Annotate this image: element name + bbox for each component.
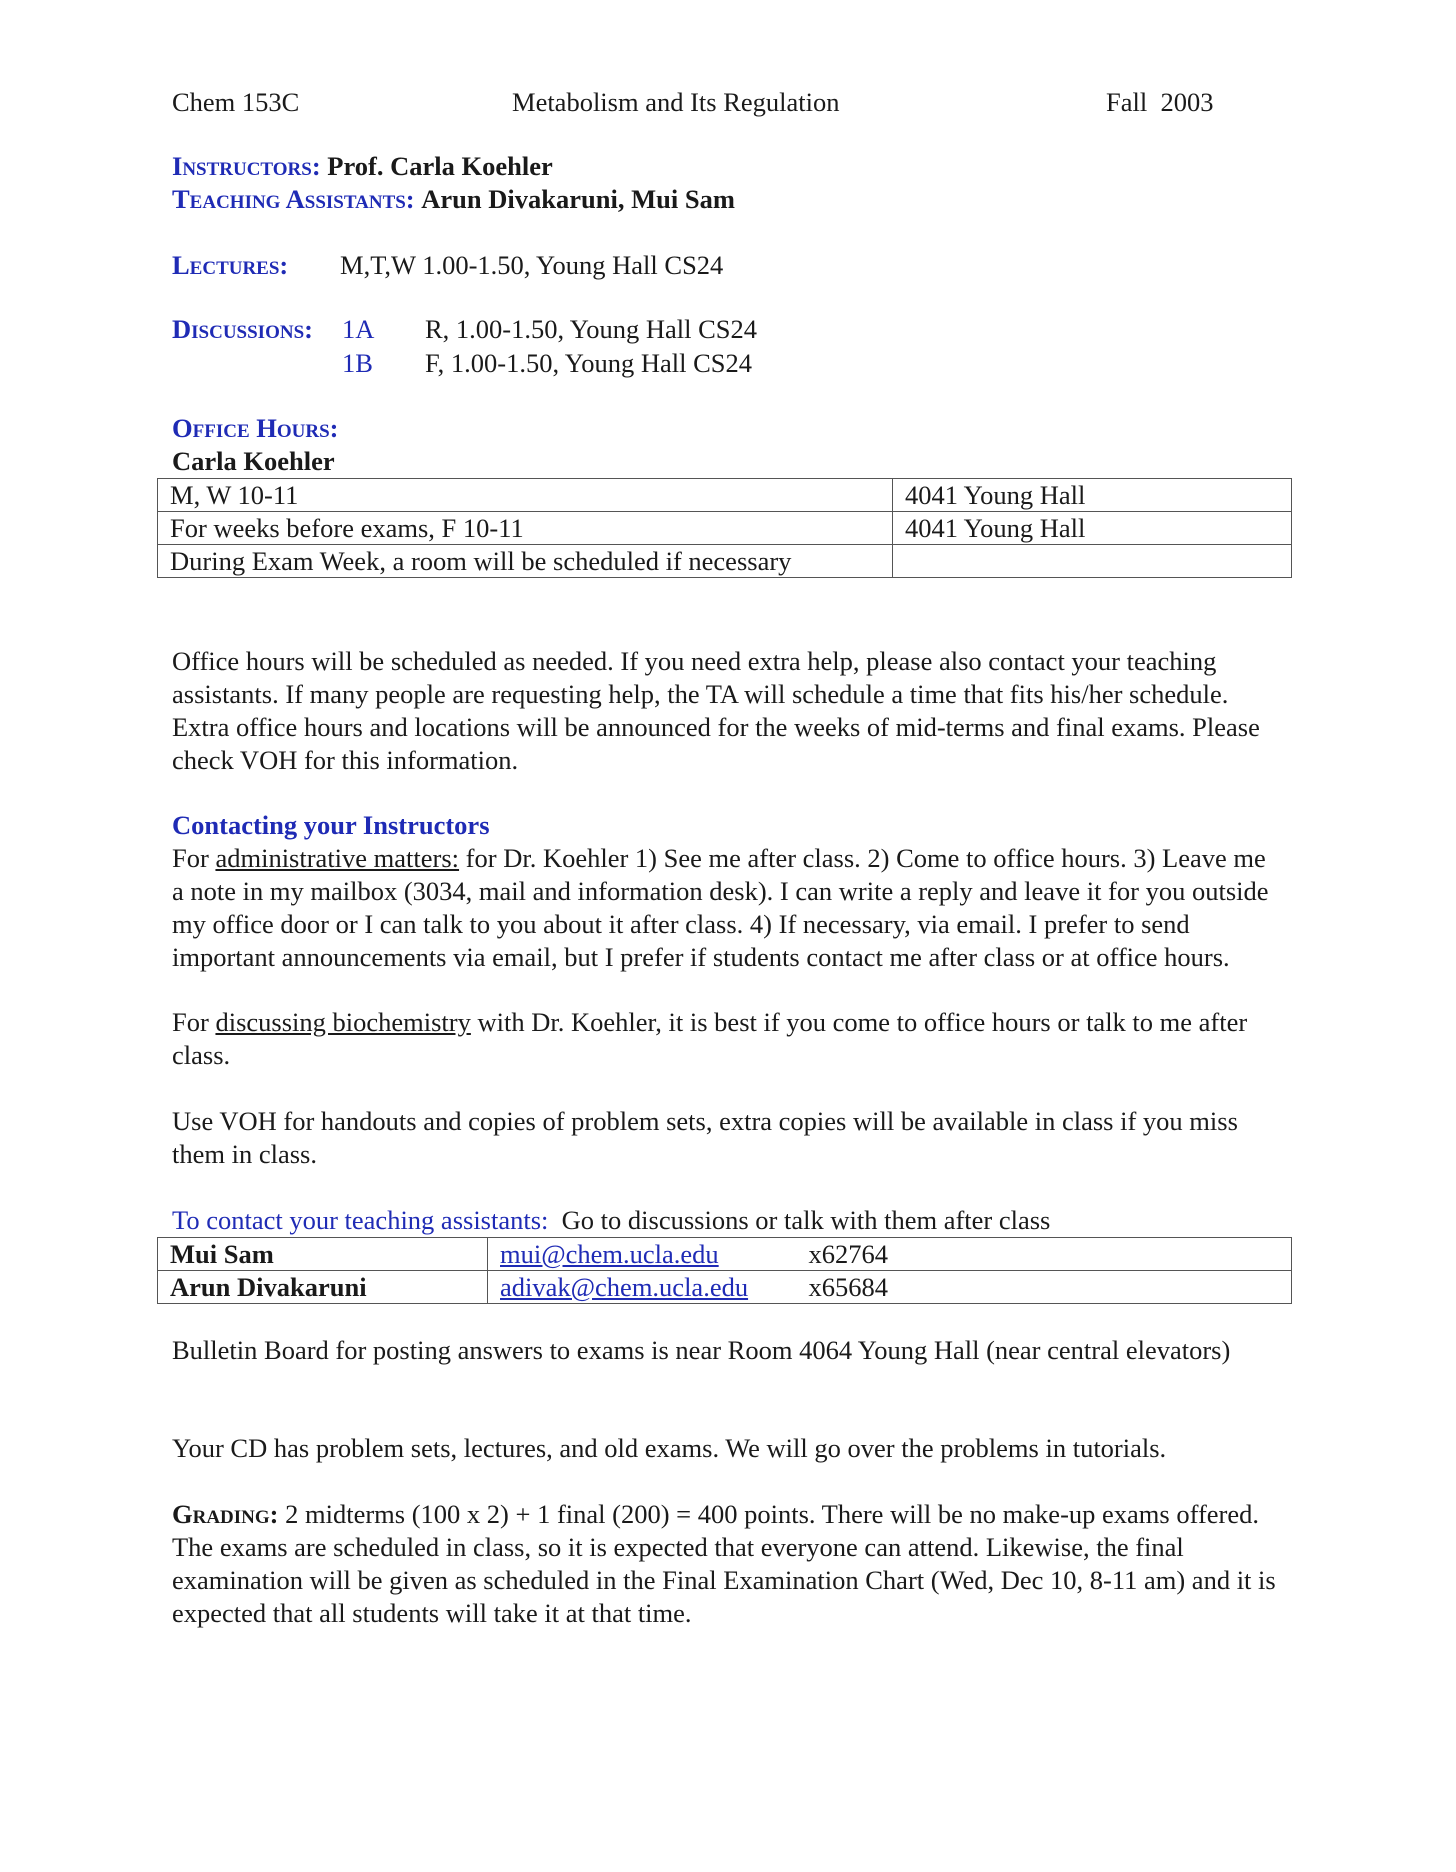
ta-contact-cell (488, 1271, 1292, 1304)
discussions-label: Discussions: (172, 314, 313, 344)
ta-contact-label: To contact your teaching assistants: (172, 1205, 549, 1235)
ta-extension: x65684 (808, 1272, 888, 1302)
oh-place (893, 545, 1292, 578)
grading-paragraph (172, 1498, 1282, 1630)
office-hours-note: Office hours will be scheduled as needed. If you need extra help, please also contact your teaching assistants. If many people are requesting help, the TA will schedule a time that fits his/her schedule. Extra office hours and locations will be announced for the weeks of mid-terms and final exams. Please check VOH for this information. (172, 646, 1260, 775)
oh-place: 4041 Young Hall (893, 512, 1292, 545)
bio-prefix: For (172, 1007, 216, 1037)
lectures-line (172, 249, 724, 282)
instructors-label: Instructors: (172, 151, 321, 181)
contacting-bio (172, 1006, 1282, 1072)
ta-contact-cell (488, 1238, 1292, 1271)
tas-label: Teaching Assistants: (172, 184, 415, 214)
ta-contact-text: Go to discussions or talk with them after class (548, 1205, 1051, 1235)
oh-time: For weeks before exams, F 10-11 (158, 512, 893, 545)
table-row (158, 1238, 1292, 1271)
cd-note: Your CD has problem sets, lectures, and old exams. We will go over the problems in tutorials. (172, 1433, 1167, 1463)
course-term: Fall 2003 (1106, 87, 1214, 117)
oh-time: M, W 10-11 (158, 479, 893, 512)
oh-place: 4041 Young Hall (893, 479, 1292, 512)
bio-text: with Dr. Koehler, it is best if you come to office hours or talk to me after class. (172, 1007, 1248, 1070)
ta-email-link[interactable]: adivak@chem.ucla.edu (500, 1272, 749, 1302)
discussion-1a-value: R, 1.00-1.50, Young Hall CS24 (425, 314, 758, 344)
contacting-admin (172, 842, 1282, 974)
table-row (158, 512, 1292, 545)
ta-contact-line (172, 1204, 1050, 1237)
grading-label: Grading: (172, 1499, 279, 1529)
admin-prefix: For (172, 843, 216, 873)
admin-text: for Dr. Koehler 1) See me after class. 2) Come to office hours. 3) Leave me a note in my mailbox (3034, mail and information desk). I can write a reply and leave it for you outside my office door or I can talk to you about it after class. 4) If necessary, via email. I prefer to send important announcements via email, but I prefer if students contact me after class or at office hours. (172, 843, 1269, 972)
office-hours-table (157, 478, 1292, 578)
discussion-1b-value: F, 1.00-1.50, Young Hall CS24 (425, 348, 752, 378)
office-hours-label: Office Hours: (172, 413, 339, 443)
table-row (158, 1271, 1292, 1304)
course-code: Chem 153C (172, 87, 300, 117)
instructors-line (172, 150, 553, 183)
voh-note: Use VOH for handouts and copies of problem sets, extra copies will be available in class if you miss them in class. (172, 1106, 1238, 1169)
oh-time: During Exam Week, a room will be scheduled if necessary (158, 545, 893, 578)
lectures-value: M,T,W 1.00-1.50, Young Hall CS24 (340, 250, 724, 280)
contacting-heading: Contacting your Instructors (172, 810, 490, 840)
tas-value: Arun Divakaruni, Mui Sam (421, 184, 735, 214)
office-hours-person: Carla Koehler (172, 446, 335, 476)
ta-email-link[interactable]: mui@chem.ucla.edu (500, 1239, 719, 1269)
discussion-1a-id: 1A (342, 314, 375, 344)
discussions-line (172, 313, 758, 346)
table-row (158, 545, 1292, 578)
table-row (158, 479, 1292, 512)
discussion-1b-id: 1B (342, 348, 373, 378)
instructors-value: Prof. Carla Koehler (327, 151, 553, 181)
ta-extension: x62764 (808, 1239, 888, 1269)
ta-contact-table (157, 1237, 1292, 1304)
ta-name: Arun Divakaruni (158, 1271, 488, 1304)
grading-text: 2 midterms (100 x 2) + 1 final (200) = 400 points. There will be no make-up exams offered. The exams are scheduled in class, so it is expected that everyone can attend. Likewise, the final examination will be given as scheduled in the Final Examination Chart (Wed, Dec 10, 8-11 am) and it is expected that all students will take it at that time. (172, 1499, 1276, 1628)
tas-line (172, 183, 735, 216)
discussing-biochemistry-text: discussing biochemistry (215, 1007, 471, 1037)
admin-matters-text: administrative matters: (215, 843, 460, 873)
course-title: Metabolism and Its Regulation (512, 87, 840, 117)
bulletin-note: Bulletin Board for posting answers to exams is near Room 4064 Young Hall (near central elevators) (172, 1335, 1231, 1365)
lectures-label: Lectures: (172, 250, 289, 280)
ta-name: Mui Sam (158, 1238, 488, 1271)
